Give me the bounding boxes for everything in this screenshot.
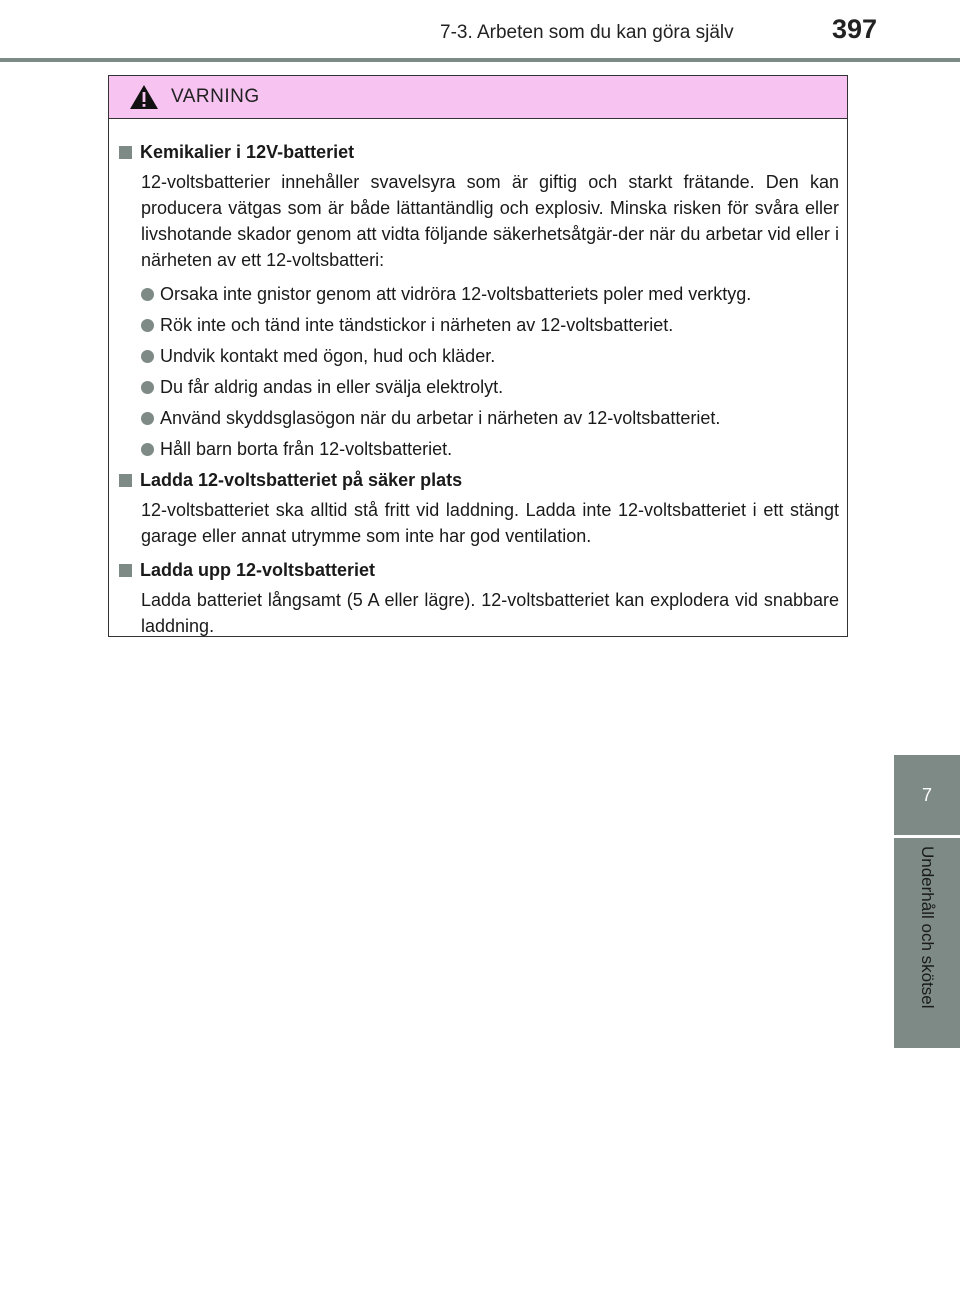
warning-box xyxy=(108,75,848,637)
section-title: 7-3. Arbeten som du kan göra själv xyxy=(440,22,734,43)
list-item xyxy=(119,405,839,432)
section-heading xyxy=(119,139,839,165)
warning-triangle-icon xyxy=(129,84,159,110)
section-text: Ladda batteriet långsamt (5 A eller lägre). 12-voltsbatteriet kan explodera vid snabbare laddning. xyxy=(141,590,839,636)
list-item-text: Orsaka inte gnistor genom att vidröra 12-voltsbatteriets poler med verktyg. xyxy=(160,284,752,304)
list-item-text: Håll barn borta från 12-voltsbatteriet. xyxy=(160,439,453,459)
warning-body xyxy=(109,119,847,639)
list-item-text: Undvik kontakt med ögon, hud och kläder. xyxy=(160,346,496,366)
section-text: 12-voltsbatterier innehåller svavelsyra som är giftig och starkt frätande. Den kan producera vätgas som är både lättantändlig och explosiv. Minska risken för svåra eller livshotande skador genom att vidta följande säkerhetsåtgär-der när du arbetar vid eller i närheten av ett 12-voltsbatteri: xyxy=(141,172,839,270)
list-item-text: Du får aldrig andas in eller svälja elektrolyt. xyxy=(160,377,504,397)
square-bullet-icon xyxy=(119,146,132,159)
list-item xyxy=(119,374,839,401)
page-number: 397 xyxy=(832,14,878,44)
list-item xyxy=(119,436,839,463)
section-heading xyxy=(119,557,839,583)
list-item-text: Använd skyddsglasögon när du arbetar i närheten av 12-voltsbatteriet. xyxy=(160,408,721,428)
header-divider xyxy=(0,58,960,62)
round-bullet-icon xyxy=(141,412,154,425)
list-item xyxy=(119,312,839,339)
round-bullet-icon xyxy=(141,381,154,394)
list-item xyxy=(119,281,839,308)
section-text: 12-voltsbatteriet ska alltid stå fritt vid laddning. Ladda inte 12-voltsbatteriet i ett stängt garage eller annat utrymme som inte har god ventilation. xyxy=(141,500,839,546)
list-item xyxy=(119,343,839,370)
round-bullet-icon xyxy=(141,443,154,456)
chapter-tab[interactable] xyxy=(894,755,960,835)
square-bullet-icon xyxy=(119,564,132,577)
square-bullet-icon xyxy=(119,474,132,487)
section-heading-text: Ladda upp 12-voltsbatteriet xyxy=(140,560,376,580)
round-bullet-icon xyxy=(141,350,154,363)
warning-title: VARNING xyxy=(171,86,260,107)
section-heading-text: Kemikalier i 12V-batteriet xyxy=(140,142,355,162)
chapter-number: 7 xyxy=(921,784,932,805)
round-bullet-icon xyxy=(141,288,154,301)
chapter-label xyxy=(894,838,960,1048)
chapter-title: Underhåll och skötsel xyxy=(918,846,937,1009)
section-heading xyxy=(119,467,839,493)
section-heading-text: Ladda 12-voltsbatteriet på säker plats xyxy=(140,470,463,490)
warning-header xyxy=(109,76,847,119)
round-bullet-icon xyxy=(141,319,154,332)
list-item-text: Rök inte och tänd inte tändstickor i närheten av 12-voltsbatteriet. xyxy=(160,315,674,335)
